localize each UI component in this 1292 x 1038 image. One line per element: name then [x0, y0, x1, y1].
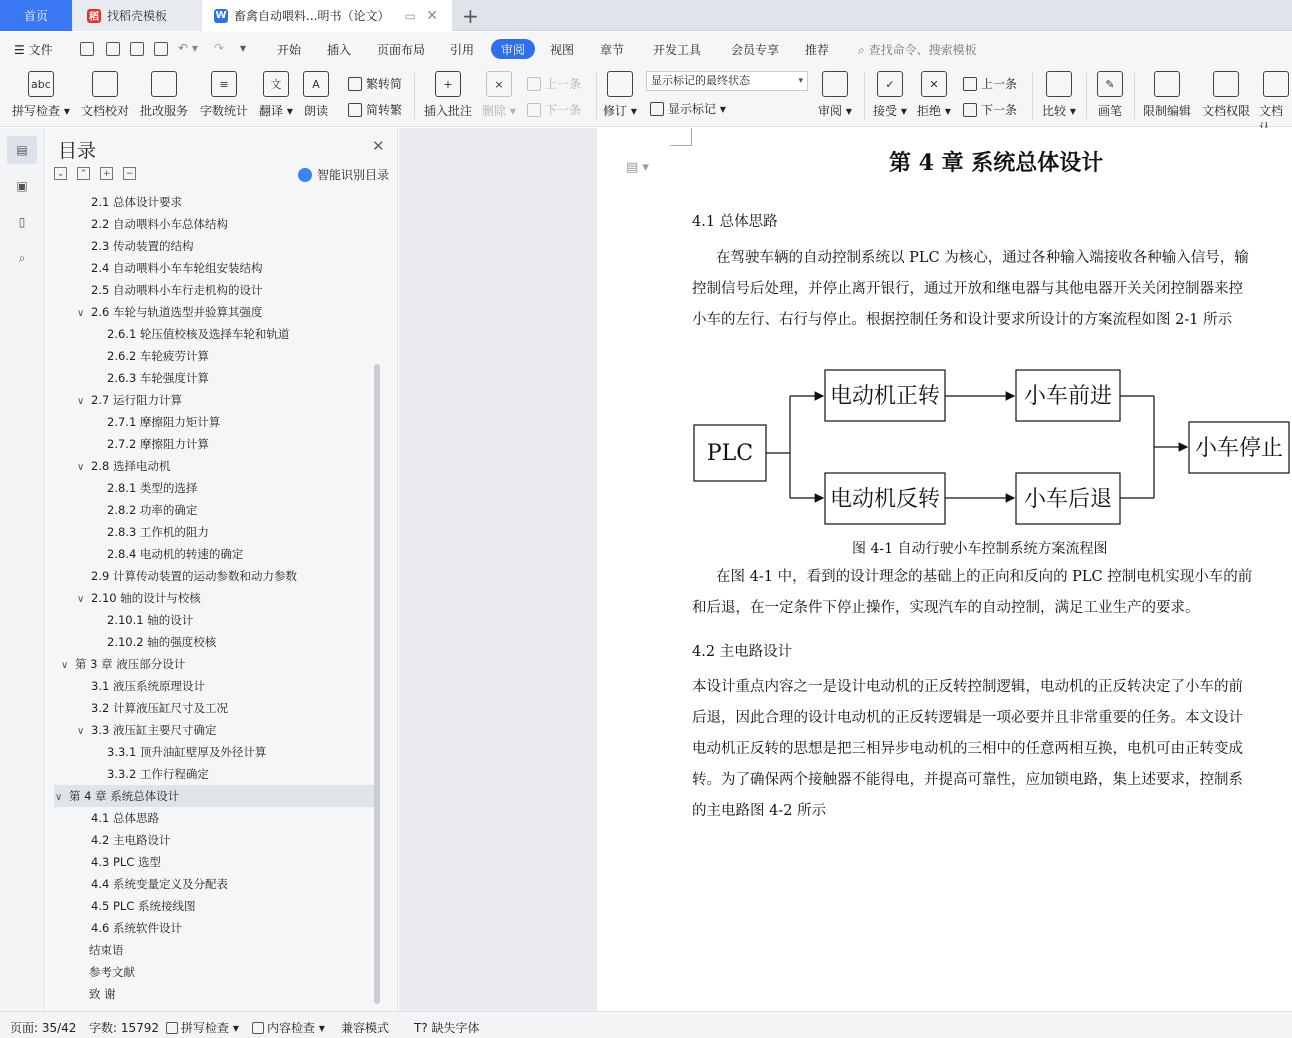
toc-item-label: 2.2 自动喂料小车总体结构 — [91, 217, 228, 231]
tab-document-label: 畜禽自动喂料...明书（论文） — [234, 9, 390, 23]
next-change-icon — [963, 103, 977, 117]
command-search[interactable] — [858, 41, 977, 58]
translate-icon: 文 — [263, 71, 289, 97]
toc-item-label: 2.10.2 轴的强度校核 — [107, 635, 217, 649]
menu-chapter[interactable]: 章节 — [600, 43, 625, 57]
toc-item[interactable] — [46, 741, 266, 763]
doc-proof-label: 文档校对 — [81, 104, 130, 118]
missing-font-label: 缺失字体 — [431, 1021, 480, 1035]
review-pane-icon — [822, 71, 848, 97]
toc-item[interactable] — [46, 433, 209, 455]
translate-button[interactable]: 文 翻译 ▾ — [259, 71, 293, 119]
word-count-label: 字数统计 — [200, 104, 249, 118]
toc-item[interactable] — [46, 983, 116, 1005]
toc-item[interactable] — [46, 631, 216, 653]
menu-insert[interactable]: 插入 — [327, 43, 352, 57]
status-content-label: 内容检查 — [267, 1021, 316, 1035]
missing-font[interactable] — [414, 1019, 480, 1036]
toc-item[interactable] — [54, 785, 374, 807]
ribbon-divider — [864, 73, 865, 119]
tab-bar — [0, 0, 1292, 31]
toc-item[interactable] — [46, 565, 297, 587]
page-indicator[interactable]: 页面: 35/42 — [10, 1021, 77, 1035]
tab-template[interactable] — [73, 0, 201, 31]
prev-change-icon — [963, 77, 977, 91]
next-change-label: 下一条 — [981, 103, 1018, 117]
file-menu[interactable]: ☰ 文件 — [14, 43, 53, 57]
paragraph-line: 控制信号后处理，并停止离开银行，通过开放和继电器与其他电器开关关闭控制器来控 — [692, 281, 1243, 297]
delete-comment-label: 删除 — [482, 104, 507, 118]
toc-item-label: 4.2 主电路设计 — [91, 833, 171, 847]
toc-item[interactable] — [46, 609, 193, 631]
close-tab-icon[interactable]: ✕ — [426, 7, 438, 24]
toc-item[interactable] — [46, 257, 262, 279]
ribbon-divider — [1032, 73, 1033, 119]
toc-scrollbar[interactable] — [374, 364, 380, 1004]
menu-member[interactable]: 会员专享 — [731, 43, 780, 57]
prev-comment-label: 上一条 — [545, 77, 582, 91]
prev-comment-button[interactable] — [527, 75, 581, 92]
crop-mark — [670, 128, 692, 146]
next-comment-button[interactable] — [527, 101, 581, 118]
show-markup-label: 显示标记 — [668, 102, 717, 116]
toc-icon: ▤ — [16, 143, 28, 157]
missing-font-icon: T? — [414, 1020, 432, 1035]
save-icon[interactable] — [80, 42, 94, 56]
chevron-down-icon: ▾ — [798, 76, 803, 86]
status-spell-label: 拼写检查 — [181, 1021, 230, 1035]
menu-review[interactable]: 审阅 — [491, 39, 535, 59]
toc-item[interactable] — [46, 807, 159, 829]
bookmark-icon: ▯ — [18, 215, 26, 229]
flow-motor-reverse-label: 电动机反转 — [829, 487, 941, 512]
doc-certify-label: 文档 — [1259, 104, 1284, 118]
markup-state-select[interactable] — [646, 71, 808, 91]
toc-item[interactable] — [46, 389, 182, 411]
batch-service-button[interactable] — [140, 71, 188, 119]
doc-permission-label: 文档权限 — [1202, 104, 1251, 118]
screen-icon[interactable]: ▭ — [404, 8, 416, 23]
toc-item[interactable] — [46, 499, 197, 521]
track-changes-icon — [607, 71, 633, 97]
compare-icon — [1046, 71, 1072, 97]
toc-item[interactable] — [46, 301, 262, 323]
print-icon[interactable] — [130, 42, 144, 56]
add-level-icon[interactable]: + — [100, 167, 113, 180]
reject-change-label: 拒绝 — [917, 104, 942, 118]
redo-icon[interactable]: ↷ — [214, 41, 225, 55]
insert-comment-button[interactable] — [424, 71, 472, 119]
trad-to-simp-label: 繁转简 — [366, 77, 403, 91]
toc-item[interactable] — [46, 675, 205, 697]
toc-item-label: 4.4 系统变量定义及分配表 — [91, 877, 228, 891]
toc-item-label: 第 3 章 液压部分设计 — [75, 657, 186, 671]
read-aloud-button[interactable] — [303, 71, 329, 119]
trad-to-simp-button[interactable] — [348, 75, 402, 92]
toc-item-label: 第 4 章 系统总体设计 — [69, 789, 180, 803]
toc-item[interactable] — [46, 521, 209, 543]
writer-logo-icon: W — [215, 10, 227, 21]
comment-delete-icon: × — [486, 71, 512, 97]
toc-item[interactable] — [46, 279, 262, 301]
file-menu-label: 文件 — [28, 43, 53, 57]
undo-icon[interactable]: ↶ ▾ — [178, 41, 198, 55]
delete-comment-button[interactable]: × 删除 ▾ — [482, 71, 516, 119]
doc-permission-button[interactable] — [1202, 71, 1250, 119]
toc-item[interactable] — [46, 411, 220, 433]
spell-check-button[interactable]: abc 拼写检查 ▾ — [12, 71, 70, 119]
toc-item[interactable] — [46, 477, 197, 499]
toc-item[interactable] — [46, 191, 182, 213]
toc-item-label: 结束语 — [89, 943, 124, 957]
show-markup-button[interactable]: 显示标记 ▾ — [650, 100, 726, 117]
toc-item[interactable] — [46, 587, 201, 609]
left-nav-toolbar — [0, 128, 45, 1011]
toc-item-label: 2.8.4 电动机的转速的确定 — [107, 547, 244, 561]
spell-check-label: 拼写检查 — [12, 104, 61, 118]
prev-change-label: 上一条 — [981, 77, 1018, 91]
page-options-icon[interactable]: ▤ ▾ — [626, 160, 649, 175]
toc-item-label: 2.4 自动喂料小车车轮组安装结构 — [91, 261, 263, 275]
pen-icon: ✎ — [1097, 71, 1123, 97]
toc-item[interactable] — [46, 543, 243, 565]
toc-item[interactable] — [46, 697, 228, 719]
doc-certify-button[interactable] — [1259, 71, 1292, 136]
smart-toc-button[interactable] — [298, 166, 389, 183]
remove-level-icon[interactable]: − — [123, 167, 136, 180]
paragraph-line: 小车的左行、右行与停止。根据控制任务和设计要求所设计的方案流程如图 2-1 所示 — [692, 312, 1233, 328]
paragraph-line: 本设计重点内容之一是设计电动机的正反转控制逻辑，电动机的正反转决定了小车的前 — [692, 679, 1243, 695]
expand-up-icon[interactable]: ⌃ — [77, 167, 90, 180]
menu-layout[interactable]: 页面布局 — [377, 43, 426, 57]
smart-toc-label: 智能识别目录 — [317, 168, 390, 182]
read-aloud-icon: A — [303, 71, 329, 97]
word-count-icon: ≡ — [211, 71, 237, 97]
restrict-edit-button[interactable] — [1143, 71, 1191, 119]
toc-item-label: 2.8.3 工作机的阻力 — [107, 525, 209, 539]
toc-item-label: 2.6 车轮与轨道选型并验算其强度 — [91, 305, 263, 319]
toc-item-label: 3.3.2 工作行程确定 — [107, 767, 209, 781]
toc-item-label: 2.8 选择电动机 — [91, 459, 171, 473]
insert-comment-label: 插入批注 — [424, 104, 473, 118]
toc-item[interactable] — [46, 961, 135, 983]
next-change-button[interactable] — [963, 101, 1017, 118]
show-markup-icon — [650, 102, 664, 116]
flow-motor-forward-label: 电动机正转 — [829, 384, 941, 409]
flow-car-stop-label: 小车停止 — [1194, 436, 1284, 461]
toc-item[interactable] — [46, 829, 170, 851]
toc-item-label: 2.8.1 类型的选择 — [107, 481, 198, 495]
menu-bar — [0, 32, 1292, 65]
toc-item[interactable] — [46, 851, 161, 873]
next-comment-label: 下一条 — [545, 103, 582, 117]
toc-item-label: 4.5 PLC 系统接线图 — [91, 899, 196, 913]
toc-item-label: 3.2 计算液压缸尺寸及工况 — [91, 701, 228, 715]
section-heading-4-1: 4.1 总体思路 — [692, 214, 778, 230]
toc-title: 目录 — [58, 140, 97, 162]
find-nav-button[interactable] — [7, 244, 37, 272]
toc-item[interactable] — [46, 235, 193, 257]
command-search-placeholder: 查找命令、搜索模板 — [868, 43, 977, 57]
accept-change-label: 接受 — [873, 104, 898, 118]
menu-devtools[interactable]: 开发工具 — [653, 43, 702, 57]
review-pane-button[interactable]: 审阅 ▾ — [818, 71, 852, 119]
paragraph-line: 和后退，在一定条件下停止操作，实现汽车的自动控制，满足工业生产的要求。 — [692, 600, 1200, 616]
paragraph-line: 在驾驶车辆的自动控制系统以 PLC 为核心，通过各种输入端接收各种输入信号，输 — [716, 250, 1249, 266]
status-spell-check[interactable]: 拼写检查 ▾ — [166, 1019, 239, 1036]
toc-item[interactable] — [46, 873, 228, 895]
flow-plc-label: PLC — [706, 441, 754, 466]
toc-item[interactable] — [46, 345, 209, 367]
toc-nav-button[interactable] — [7, 136, 37, 164]
toc-item-label: 2.1 总体设计要求 — [91, 195, 182, 209]
toc-item-label: 3.1 液压系统原理设计 — [91, 679, 205, 693]
compare-button[interactable]: 比较 ▾ — [1042, 71, 1076, 119]
figure-caption: 图 4-1 自动行驶小车控制系统方案流程图 — [852, 541, 1108, 557]
simp-trad-icon — [348, 103, 362, 117]
word-count-indicator[interactable]: 字数: 15792 — [89, 1021, 160, 1035]
flow-car-backward-label: 小车后退 — [1023, 487, 1113, 512]
ribbon-divider — [596, 73, 597, 119]
quick-access-more-icon[interactable]: ▾ — [240, 41, 247, 55]
simp-to-trad-label: 简转繁 — [366, 103, 403, 117]
toc-item-label: 2.6.1 轮压值校核及选择车轮和轨道 — [107, 327, 290, 341]
chevron-down-icon[interactable]: ∨ — [77, 462, 85, 473]
menu-recommend[interactable]: 推荐 — [805, 43, 830, 57]
toc-item-label: 参考文献 — [89, 965, 135, 979]
toc-item[interactable] — [46, 719, 216, 741]
ribbon-divider — [1086, 73, 1087, 119]
next-comment-icon — [527, 103, 541, 117]
simp-to-trad-button[interactable] — [348, 101, 402, 118]
tab-home[interactable] — [0, 0, 72, 31]
toc-item-label: 2.8.2 功率的确定 — [107, 503, 198, 517]
toc-item-label: 2.3 传动装置的结构 — [91, 239, 194, 253]
smart-toc-icon — [298, 168, 312, 182]
toc-item-label: 2.7.1 摩擦阻力矩计算 — [107, 415, 221, 429]
toc-item-label: 4.3 PLC 选型 — [91, 855, 161, 869]
toc-item[interactable] — [46, 455, 170, 477]
doc-permission-icon — [1213, 71, 1239, 97]
toc-item-label: 致 谢 — [89, 987, 116, 1001]
toc-item-label: 3.3.1 顶升油缸壁厚及外径计算 — [107, 745, 267, 759]
chapter-heading: 第 4 章 系统总体设计 — [889, 150, 1104, 176]
new-tab-icon[interactable]: + — [462, 4, 479, 28]
docer-logo-icon: 稻 — [87, 9, 101, 23]
paragraph-line: 转。为了确保两个接触器不能得电，并提高可靠性，应加锁电路，集上述要求，控制系 — [692, 772, 1243, 788]
ribbon-divider — [1134, 73, 1135, 119]
status-bar — [0, 1011, 1292, 1038]
collapse-all-icon[interactable]: ⌄ — [54, 167, 67, 180]
close-icon[interactable]: ✕ — [372, 137, 385, 155]
tab-template-label: 找稻壳模板 — [107, 9, 168, 23]
toc-item-label: 2.6.3 车轮强度计算 — [107, 371, 209, 385]
search-icon: ⌕ — [858, 43, 865, 57]
reject-change-button[interactable]: ✕ 拒绝 ▾ — [917, 71, 951, 119]
export-icon[interactable] — [106, 42, 120, 56]
toc-item[interactable] — [46, 917, 182, 939]
control-flowchart — [690, 362, 1292, 530]
toc-item-label: 2.6.2 车轮疲劳计算 — [107, 349, 209, 363]
accept-change-button[interactable]: ✓ 接受 ▾ — [873, 71, 907, 119]
toc-item-label: 2.7.2 摩擦阻力计算 — [107, 437, 209, 451]
content-check-icon — [252, 1022, 264, 1034]
toc-item-label: 2.7 运行阻力计算 — [91, 393, 182, 407]
lock-doc-icon — [1154, 71, 1180, 97]
chevron-down-icon[interactable]: ∨ — [77, 396, 85, 407]
toc-panel — [46, 128, 398, 1011]
search-icon: ⌕ — [18, 250, 26, 265]
chevron-down-icon[interactable]: ∨ — [77, 726, 85, 737]
status-content-check[interactable]: 内容检查 ▾ — [252, 1019, 325, 1036]
chevron-down-icon[interactable]: ∨ — [61, 660, 69, 671]
toc-item-label: 2.9 计算传动装置的运动参数和动力参数 — [91, 569, 297, 583]
toc-item-label: 2.10.1 轴的设计 — [107, 613, 194, 627]
chevron-down-icon[interactable]: ∨ — [77, 308, 85, 319]
print-preview-icon[interactable] — [154, 42, 168, 56]
word-count-button[interactable] — [200, 71, 248, 119]
menu-start[interactable]: 开始 — [277, 43, 302, 57]
compare-label: 比较 — [1042, 104, 1067, 118]
toc-item[interactable] — [46, 895, 195, 917]
pen-label: 画笔 — [1097, 104, 1122, 118]
comment-add-icon: + — [435, 71, 461, 97]
restrict-edit-label: 限制编辑 — [1143, 104, 1192, 118]
prev-change-button[interactable] — [963, 75, 1017, 92]
review-pane-label: 审阅 — [818, 104, 843, 118]
toc-item[interactable] — [46, 367, 209, 389]
menu-view[interactable]: 视图 — [550, 43, 575, 57]
chevron-down-icon[interactable]: ∨ — [77, 594, 85, 605]
toc-item[interactable] — [46, 213, 228, 235]
toc-item-label: 2.5 自动喂料小车行走机构的设计 — [91, 283, 263, 297]
trad-simp-icon — [348, 77, 362, 91]
reject-icon: ✕ — [921, 71, 947, 97]
tab-document[interactable] — [202, 0, 452, 31]
toc-item[interactable] — [46, 939, 124, 961]
section-heading-4-2: 4.2 主电路设计 — [692, 644, 793, 660]
translate-label: 翻译 — [259, 104, 284, 118]
doc-proof-button[interactable] — [81, 71, 129, 119]
chevron-down-icon[interactable]: ∨ — [55, 792, 63, 803]
bookmark-nav-button[interactable] — [7, 208, 37, 236]
toc-item[interactable] — [46, 323, 289, 345]
compat-mode[interactable]: 兼容模式 — [341, 1021, 390, 1035]
batch-service-label: 批改服务 — [140, 104, 189, 118]
track-changes-label: 修订 — [603, 104, 628, 118]
paragraph-line: 后退，因此合理的设计电动机的正反转逻辑是一项必要并且非常重要的任务。本文设计 — [692, 710, 1243, 726]
doc-proof-icon — [92, 71, 118, 97]
toc-item-label: 4.6 系统软件设计 — [91, 921, 182, 935]
spell-check-icon: abc — [28, 71, 54, 97]
spell-check-icon — [166, 1022, 178, 1034]
paragraph-line: 的主电路图 4-2 所示 — [692, 803, 827, 819]
batch-service-icon — [151, 71, 177, 97]
toc-tools — [54, 167, 136, 180]
menu-reference[interactable]: 引用 — [450, 43, 475, 57]
toc-item[interactable] — [46, 653, 185, 675]
chapter-icon: ▣ — [16, 179, 28, 193]
toc-item-label: 3.3 液压缸主要尺寸确定 — [91, 723, 217, 737]
ribbon-divider — [414, 73, 415, 119]
tab-home-label: 首页 — [23, 9, 48, 23]
doc-certify-icon — [1263, 71, 1289, 97]
paragraph-line: 电动机正反转的思想是把三相异步电动机的三相中的任意两相互换，电机可由正转变成 — [692, 741, 1243, 757]
flow-car-forward-label: 小车前进 — [1023, 384, 1113, 409]
toc-item[interactable] — [46, 763, 209, 785]
toc-item-label: 2.10 轴的设计与校核 — [91, 591, 201, 605]
track-changes-button[interactable]: 修订 ▾ — [603, 71, 637, 119]
chapter-nav-button[interactable] — [7, 172, 37, 200]
markup-state-value: 显示标记的最终状态 — [651, 74, 750, 87]
prev-comment-icon — [527, 77, 541, 91]
paragraph-line: 在图 4-1 中，看到的设计理念的基础上的正向和反向的 PLC 控制电机实现小车的前 — [716, 569, 1253, 585]
pen-button[interactable] — [1097, 71, 1123, 119]
accept-icon: ✓ — [877, 71, 903, 97]
toc-item-label: 4.1 总体思路 — [91, 811, 159, 825]
read-aloud-label: 朗读 — [303, 104, 328, 118]
